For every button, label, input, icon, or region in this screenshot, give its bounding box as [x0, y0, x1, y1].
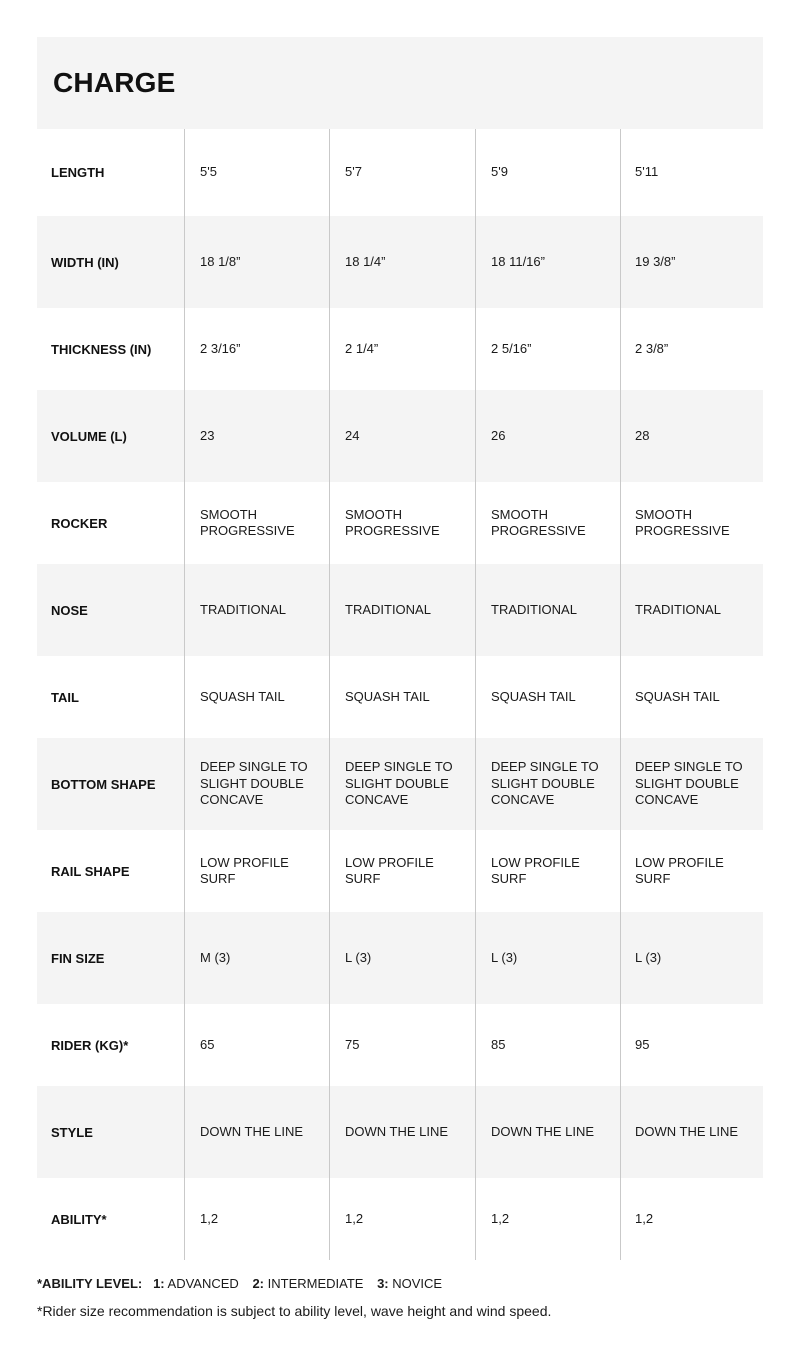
ability-level-item [377, 1276, 442, 1291]
table-cell: DEEP SINGLE TO SLIGHT DOUBLE CONCAVE [200, 759, 308, 808]
table-cell: 5'11 [635, 164, 659, 180]
table-row [37, 129, 763, 216]
table-row [37, 308, 763, 390]
table-cell: 5'9 [491, 164, 508, 180]
table-cell: SMOOTH PROGRESSIVE [345, 506, 440, 538]
table-cell: 85 [491, 1036, 506, 1052]
table-cell: TRADITIONAL [200, 601, 286, 617]
table-cell: SQUASH TAIL [200, 688, 285, 704]
row-label: ABILITY* [51, 1211, 107, 1227]
table-cell: TRADITIONAL [635, 601, 721, 617]
table-cell: 1,2 [491, 1210, 510, 1226]
page-title: CHARGE [53, 67, 176, 98]
table-cell: LOW PROFILE SURF [635, 854, 724, 886]
column-divider [620, 129, 621, 1260]
ability-legend [37, 1276, 767, 1291]
table-cell: 2 3/16” [200, 340, 241, 356]
table-row [37, 656, 763, 738]
table-cell: DEEP SINGLE TO SLIGHT DOUBLE CONCAVE [635, 759, 743, 808]
table-cell: SQUASH TAIL [491, 688, 576, 704]
table-cell: 28 [635, 427, 650, 443]
row-label: VOLUME (L) [51, 428, 127, 444]
table-cell: 5'5 [200, 164, 217, 180]
table-row [37, 830, 763, 912]
ability-level-label: ADVANCED [167, 1276, 239, 1291]
card-header [37, 37, 763, 129]
table-cell: 18 1/8” [200, 253, 241, 269]
footnotes [37, 1276, 767, 1319]
table-cell: 5'7 [345, 164, 362, 180]
ability-level-label: INTERMEDIATE [267, 1276, 364, 1291]
table-cell: 2 5/16” [491, 340, 532, 356]
table-cell: 2 3/8” [635, 340, 669, 356]
table-cell: 65 [200, 1036, 215, 1052]
row-label: STYLE [51, 1124, 93, 1140]
table-cell: LOW PROFILE SURF [345, 854, 434, 886]
table-cell: SMOOTH PROGRESSIVE [491, 506, 586, 538]
table-cell: DOWN THE LINE [345, 1123, 449, 1139]
table-cell: SMOOTH PROGRESSIVE [200, 506, 295, 538]
row-label: THICKNESS (IN) [51, 341, 152, 357]
ability-level-key: 1: [153, 1276, 165, 1291]
table-cell: 26 [491, 427, 506, 443]
table-cell: TRADITIONAL [345, 601, 431, 617]
table-cell: LOW PROFILE SURF [200, 854, 289, 886]
table-row [37, 1004, 763, 1086]
table-cell: 19 3/8” [635, 253, 676, 269]
row-label: LENGTH [51, 165, 105, 180]
table-cell: 1,2 [345, 1210, 364, 1226]
table-cell: 75 [345, 1036, 360, 1052]
table-cell: DEEP SINGLE TO SLIGHT DOUBLE CONCAVE [491, 759, 599, 808]
row-label: TAIL [51, 689, 79, 705]
table-cell: SQUASH TAIL [635, 688, 720, 704]
column-divider [184, 129, 185, 1260]
column-divider [329, 129, 330, 1260]
ability-level-key: 3: [377, 1276, 389, 1291]
table-cell: 24 [345, 427, 360, 443]
rider-size-note: *Rider size recommendation is subject to ability level, wave height and wind speed. [37, 1303, 552, 1319]
row-label: RAIL SHAPE [51, 863, 130, 879]
table-cell: 23 [200, 427, 215, 443]
spec-card [37, 37, 763, 1260]
table-cell: 2 1/4” [345, 340, 379, 356]
table-row [37, 738, 763, 830]
table-cell: DOWN THE LINE [200, 1123, 304, 1139]
ability-level-item [153, 1276, 242, 1291]
table-cell: DEEP SINGLE TO SLIGHT DOUBLE CONCAVE [345, 759, 453, 808]
table-row [37, 1086, 763, 1178]
table-cell: M (3) [200, 949, 231, 965]
table-cell: DOWN THE LINE [635, 1123, 739, 1139]
table-cell: 95 [635, 1036, 650, 1052]
table-cell: 18 11/16” [491, 253, 545, 269]
spec-table [37, 129, 763, 1260]
table-cell: L (3) [635, 949, 662, 965]
row-label: BOTTOM SHAPE [51, 776, 156, 792]
column-divider [475, 129, 476, 1260]
table-cell: L (3) [491, 949, 518, 965]
row-label: RIDER (KG)* [51, 1037, 129, 1053]
table-row [37, 564, 763, 656]
table-row [37, 216, 763, 308]
table-cell: 1,2 [200, 1210, 219, 1226]
table-row [37, 390, 763, 482]
ability-level-key: 2: [252, 1276, 264, 1291]
row-label: ROCKER [51, 515, 108, 531]
table-row [37, 482, 763, 564]
row-label: FIN SIZE [51, 950, 105, 966]
ability-level-item [252, 1276, 367, 1291]
table-cell: 18 1/4” [345, 253, 386, 269]
table-cell: TRADITIONAL [491, 601, 577, 617]
table-cell: DOWN THE LINE [491, 1123, 595, 1139]
table-cell: SQUASH TAIL [345, 688, 430, 704]
ability-level-label: NOVICE [392, 1276, 443, 1291]
table-cell: SMOOTH PROGRESSIVE [635, 506, 730, 538]
table-cell: L (3) [345, 949, 372, 965]
table-row [37, 1178, 763, 1260]
table-row [37, 912, 763, 1004]
table-cell: LOW PROFILE SURF [491, 854, 580, 886]
row-label: WIDTH (IN) [51, 254, 119, 270]
table-cell: 1,2 [635, 1210, 654, 1226]
row-label: NOSE [51, 602, 88, 618]
ability-legend-heading: *ABILITY LEVEL: [37, 1276, 143, 1291]
